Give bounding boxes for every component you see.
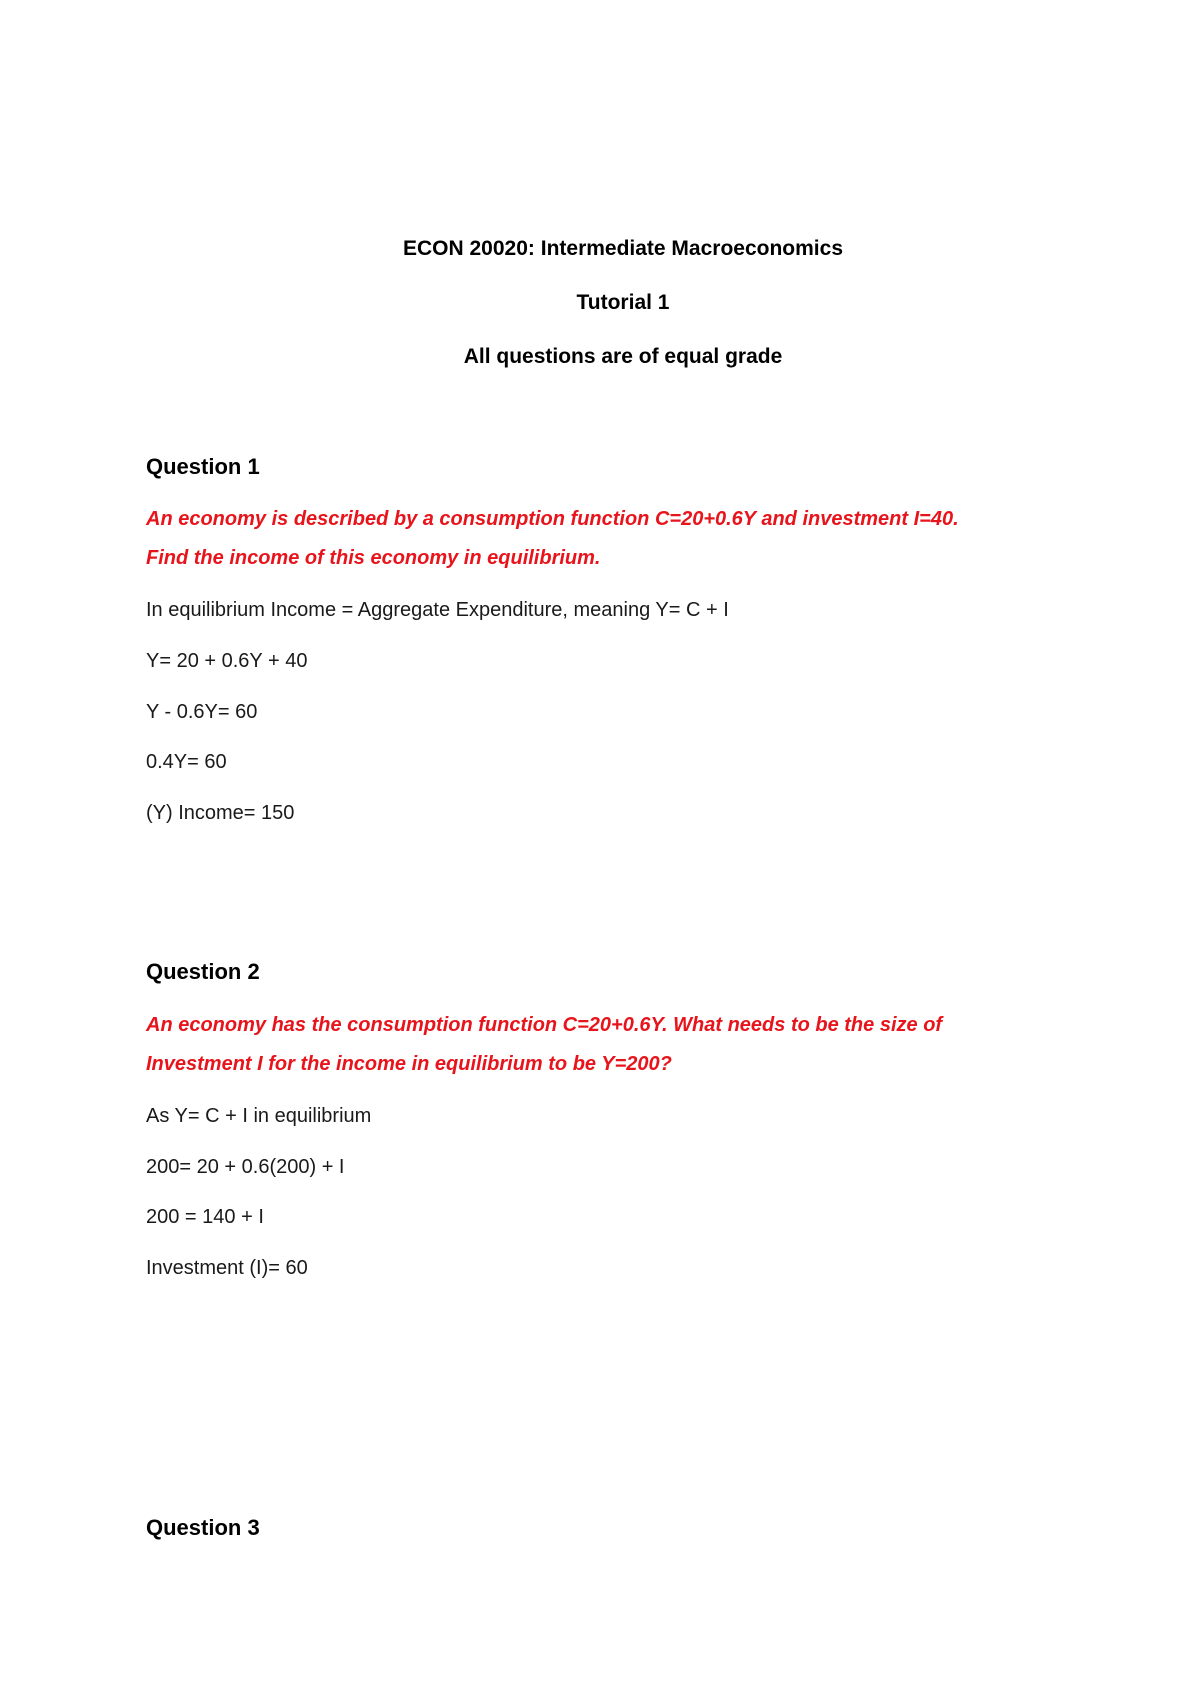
question-1-heading: Question 1	[146, 454, 260, 479]
question-1-prompt-line-1: An economy is described by a consumption function C=20+0.6Y and investment I=40.	[146, 508, 959, 530]
question-1-prompt-line-2: Find the income of this economy in equilibrium.	[146, 547, 601, 569]
question-2-answer-line-4: Investment (I)= 60	[146, 1257, 308, 1279]
question-1-answer-line-1: In equilibrium Income = Aggregate Expenditure, meaning Y= C + I	[146, 599, 729, 621]
question-2-prompt-line-2: Investment I for the income in equilibrium to be Y=200?	[146, 1053, 672, 1075]
question-1-answer-line-5: (Y) Income= 150	[146, 802, 295, 824]
question-2-answer-line-1: As Y= C + I in equilibrium	[146, 1105, 372, 1127]
question-2-prompt-line-1: An economy has the consumption function C=20+0.6Y. What needs to be the size of	[146, 1014, 943, 1036]
question-1-answer-line-4: 0.4Y= 60	[146, 751, 227, 773]
question-3-heading: Question 3	[146, 1515, 260, 1540]
course-title: ECON 20020: Intermediate Macroeconomics	[403, 237, 843, 260]
grading-note: All questions are of equal grade	[463, 345, 783, 368]
question-1-answer-line-3: Y - 0.6Y= 60	[146, 701, 258, 723]
tutorial-title: Tutorial 1	[576, 291, 670, 314]
question-2-heading: Question 2	[146, 959, 260, 984]
question-2-answer-line-2: 200= 20 + 0.6(200) + I	[146, 1156, 345, 1178]
question-1-answer-line-2: Y= 20 + 0.6Y + 40	[146, 650, 308, 672]
question-2-answer-line-3: 200 = 140 + I	[146, 1206, 264, 1228]
